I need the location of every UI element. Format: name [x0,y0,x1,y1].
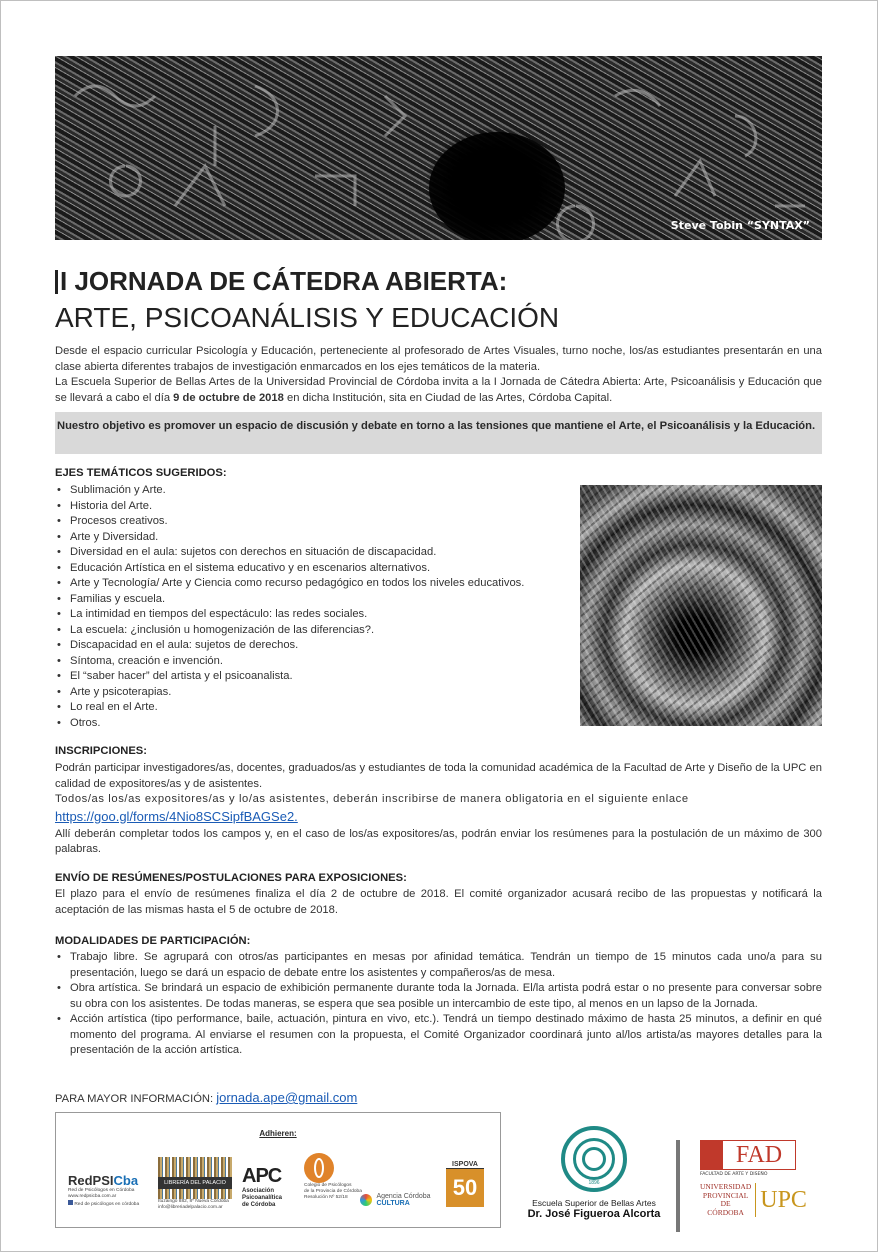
envio-text: El plazo para el envío de resúmenes finaliza el día 2 de octubre de 2018. El comité organizador acusará recibo de las propuestas y notificará la aceptación de las mismas hasta el 5 de octubre de 2018. [55,888,822,916]
colegio-line-1: Colegio de Psicólogos [304,1183,352,1188]
modalidad-item: • Acción artística (tipo performance, baile, actuación, pintura en vivo, etc.). Tendrá un tiempo destinado máximo de hasta 25 minutos, a definir en qué momento del programa. Al enviarse el resumen con la propuesta, el Comité Organizador coordinará junto al/los artista/as mayores detalles para la presentación de la acción artística. [55,1012,822,1059]
colegio-line-3: Resolución Nº 52/18 [304,1195,348,1200]
eje-item: • Sublimación y Arte. [55,483,524,499]
eje-item: • Síntoma, creación e invención. [55,654,524,670]
agencia-line-1: Agencia Córdoba [376,1192,431,1200]
eje-item: • El “saber hacer” del artista y el psicoanalista. [55,669,524,685]
registration-link[interactable]: https://goo.gl/forms/4Nio8SCSipfBAGSe2. [55,808,298,824]
eje-item: • Historia del Arte. [55,499,524,515]
agencia-logo [360,1191,440,1209]
esba-year: 1896 [588,1180,600,1186]
inscripciones-paragraph-1: Podrán participar investigadores/as, docentes, graduados/as y estudiantes de toda la comunidad académica de la Facultad de Arte y Diseño de la UPC en calidad de expositores/as y de asistentes. [55,762,822,790]
redpsi-name-suffix: Cba [113,1173,139,1188]
eje-item: • Arte y Tecnología/ Arte y Ciencia como recurso pedagógico en todos los niveles educativos. [55,576,524,592]
event-date: 9 de octubre de 2018 [173,391,284,404]
page-title: I JORNADA DE CÁTEDRA ABIERTA: [60,266,508,296]
books-icon-bottom [158,1189,232,1199]
objective-highlight: Nuestro objetivo es promover un espacio de discusión y debate en torno a las tensiones que mantiene el Arte, el Psicoanálisis y la Educación. [55,412,822,454]
title-accent-bar [55,270,58,294]
supporters-box [55,1112,501,1228]
eje-item: • Educación Artística en el sistema educativo y en escenarios alternativos. [55,561,524,577]
inscripciones-heading: INSCRIPCIONES: [55,745,147,757]
logo-divider [676,1140,680,1232]
eje-item: • Arte y psicoterapias. [55,685,524,701]
upc-line-3: CÓRDOBA [707,1207,744,1217]
ispova-logo [446,1161,484,1207]
upc-mark [700,1182,807,1217]
libreria-address: Ituzaingó 882, 8º Nueva Córdoba [158,1199,229,1204]
envio-heading: ENVÍO DE RESÚMENES/POSTULACIONES PARA EXPOSICIONES: [55,872,407,884]
eje-item: • Procesos creativos. [55,514,524,530]
eje-item: • Discapacidad en el aula: sujetos de derechos. [55,638,524,654]
eje-item: • Arte y Diversidad. [55,530,524,546]
redpsi-name: RedPSI [68,1173,114,1188]
modalidad-item: • Trabajo libre. Se agrupará con otros/as participantes en mesas por afinidad temática. Tendrán un tiempo de 15 minutos cada uno/a para su presentación, luego se dará un espacio de debate entre los asistentes y compañeros/as de mesa. [55,950,822,981]
upc-line-1: UNIVERSIDAD [700,1182,752,1191]
agencia-icon [360,1194,372,1206]
facebook-icon [68,1200,73,1205]
colegio-line-2: de la Provincia de Córdoba [304,1189,362,1194]
modalidades-heading: MODALIDADES DE PARTICIPACIÓN: [55,935,251,947]
esba-line-1: Escuela Superior de Bellas Artes [532,1198,656,1208]
fad-upc-logo [700,1140,807,1217]
upc-text: UPC [760,1186,807,1213]
intro-text [55,344,822,406]
intro-p2-start: La Escuela Superior de Bellas Artes de la Universidad Provincial de Córdoba invita a la I Jornada de Cátedra Abierta: Arte, Psicoanálisis y Educación que se llevará a cabo el día [55,376,822,404]
ispova-anniversary: 50 [446,1169,484,1207]
redpsi-sub: Red de Psicólogos en Córdoba [68,1188,135,1193]
modalidades-list [55,950,822,1059]
apc-logo [242,1165,296,1209]
ejes-heading: EJES TEMÁTICOS SUGERIDOS: [55,467,227,479]
esba-line-2: Dr. José Figueroa Alcorta [527,1208,661,1220]
eje-item: • Lo real en el Arte. [55,700,524,716]
colegio-logo [304,1153,362,1201]
inscripciones-paragraph-2: Todos/as los/as expositores/as y lo/as asistentes, deberán inscribirse de manera obligatoria en el siguiente enlace [55,793,689,805]
eje-item: • La intimidad en tiempos del espectáculo: las redes sociales. [55,607,524,623]
more-info [55,1090,357,1105]
agencia-line-2: CULTURA [376,1199,410,1207]
side-image [580,485,822,726]
fad-text: FAD [735,1141,783,1168]
eje-item: • Familias y escuela. [55,592,524,608]
hero-credit: Steve Tobin “SYNTAX” [670,219,810,232]
redpsi-logo [68,1173,148,1208]
intro-p2-end: en dicha Institución, sita en Ciudad de las Artes, Córdoba Capital. [283,391,613,404]
fad-subtitle: FACULTAD DE ARTE Y DISEÑO [700,1172,768,1177]
inscripciones-text [55,761,822,858]
eje-item: • Otros. [55,716,524,732]
esba-logo [524,1126,664,1220]
contact-email-link[interactable]: jornada.ape@gmail.com [216,1090,358,1105]
libreria-email: info@libreriadelpalacio.com.ar [158,1205,223,1210]
redpsi-web: www.redpsicba.com.ar [68,1194,117,1199]
inscripciones-paragraph-3: Allí deberán completar todos los campos y, en el caso de los/as expositores/as, podrán enviar los resúmenes para la postulación de un máximo de 300 palabras. [55,827,822,855]
libreria-logo [158,1157,232,1211]
libreria-name: LIBRERÍA DEL PALACIO [158,1177,232,1189]
hero-image [55,56,822,240]
apc-mark: APC [242,1165,282,1187]
intro-paragraph-1: Desde el espacio curricular Psicología y Educación, perteneciente al profesorado de Artes Visuales, turno noche, los/as estudiantes presentarán en una clase abierta diferentes trabajos de investigación enmarcados en los ejes temáticos de la materia. [55,345,822,373]
more-info-label: PARA MAYOR INFORMACIÓN: [55,1093,217,1105]
redpsi-fb [68,1200,148,1208]
redpsi-fb-label: Red de psicólogos en córdoba [74,1202,140,1207]
ispova-name: ISPOVA [446,1161,484,1169]
fad-mark [700,1140,796,1170]
upc-line-2: PROVINCIAL DE [702,1190,749,1208]
ejes-list [55,483,524,731]
apc-line-2: Psicoanalítica [242,1195,283,1201]
intro-paragraph-2 [55,375,822,406]
page-subtitle: ARTE, PSICOANÁLISIS Y EDUCACIÓN [55,302,560,333]
modalidad-item: • Obra artística. Se brindará un espacio de exhibición permanente durante toda la Jornada. El/la artista podrá estar o no presente para conversar sobre su obra con los asistentes. De todas maneras, se espera que sea posible un intercambio de este tipo, al menos en un lapso de la Jornada. [55,981,822,1012]
eje-item: • Diversidad en el aula: sujetos con derechos en situación de discapacidad. [55,545,524,561]
fad-red-block [701,1141,723,1169]
apc-line-3: de Córdoba [242,1202,276,1208]
supporters-title: Adhieren: [259,1129,297,1138]
books-icon [158,1157,232,1177]
apc-line-1: Asociación [242,1188,275,1194]
esba-emblem-icon [561,1126,627,1192]
eje-item: • La escuela: ¿inclusión u homogenización de las diferencias?. [55,623,524,639]
colegio-emblem-icon [304,1153,334,1183]
